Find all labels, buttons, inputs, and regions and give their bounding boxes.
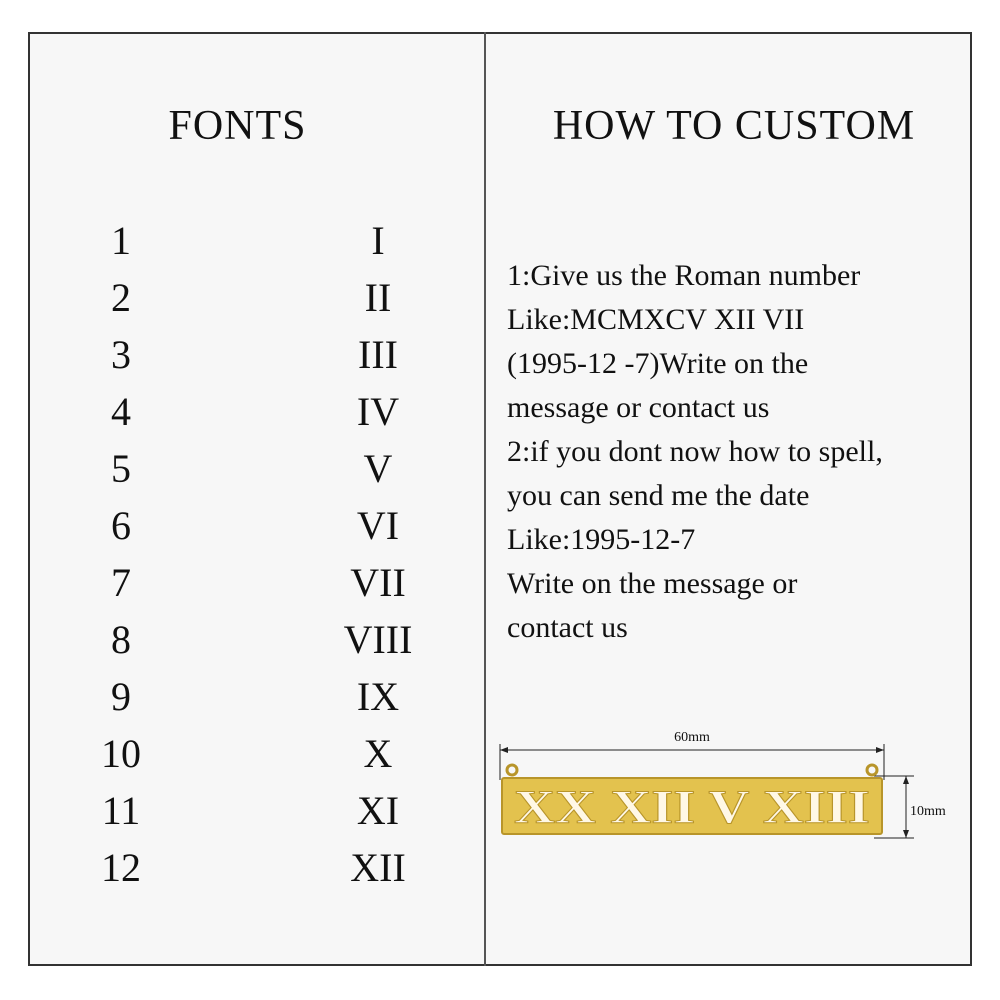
roman-numeral: VIII xyxy=(343,617,413,662)
roman-numeral: VI xyxy=(356,503,400,548)
arabic-number: 1 xyxy=(111,218,131,263)
how-to-custom-heading: HOW TO CUSTOM xyxy=(552,103,916,149)
pendant-size-diagram xyxy=(490,718,972,848)
instruction-line: you can send me the date xyxy=(507,479,810,512)
roman-numeral: I xyxy=(371,218,385,263)
pendant-diagram-svg xyxy=(490,718,972,848)
instruction-line: 2:if you dont now how to spell, xyxy=(507,435,883,468)
instruction-line: message or contact us xyxy=(507,391,770,424)
roman-numeral: III xyxy=(358,332,398,377)
arabic-number: 6 xyxy=(111,503,131,548)
fonts-heading: FONTS xyxy=(168,103,307,149)
instruction-line: contact us xyxy=(507,611,628,644)
roman-numeral: IX xyxy=(356,674,400,719)
height-arrow-top xyxy=(903,776,909,784)
roman-numeral: XI xyxy=(356,788,400,833)
roman-numeral: VII xyxy=(350,560,406,605)
width-label: 60mm xyxy=(674,730,710,745)
instruction-line: (1995-12 -7)Write on the xyxy=(507,347,809,380)
arabic-number: 9 xyxy=(111,674,131,719)
roman-numeral: X xyxy=(363,731,393,776)
arabic-number: 5 xyxy=(111,446,131,491)
roman-numeral: V xyxy=(363,446,393,491)
custom-instructions xyxy=(507,254,972,650)
roman-numerals-column xyxy=(300,212,456,896)
width-arrow-right xyxy=(876,747,884,753)
instruction-line: Like:1995-12-7 xyxy=(507,523,696,556)
arabic-numbers-column xyxy=(78,212,164,896)
height-arrow-bottom xyxy=(903,830,909,838)
arabic-number: 8 xyxy=(111,617,131,662)
roman-numeral: XII xyxy=(350,845,406,890)
arabic-number: 7 xyxy=(111,560,131,605)
pendant-cutout-text: XX XII V XIII xyxy=(514,781,870,834)
arabic-number: 10 xyxy=(101,731,141,776)
instruction-line: Write on the message or xyxy=(507,567,798,600)
arabic-number: 11 xyxy=(101,788,141,833)
instruction-line: 1:Give us the Roman number xyxy=(507,259,861,292)
roman-numeral: II xyxy=(364,275,392,320)
arabic-number: 2 xyxy=(111,275,131,320)
roman-numeral: IV xyxy=(356,389,400,434)
arabic-number: 12 xyxy=(101,845,141,890)
column-divider xyxy=(484,32,486,966)
height-label: 10mm xyxy=(910,804,946,819)
pendant-left-loop xyxy=(507,765,517,775)
arabic-number: 3 xyxy=(111,332,131,377)
width-arrow-left xyxy=(500,747,508,753)
pendant-right-loop xyxy=(867,765,877,775)
arabic-number: 4 xyxy=(111,389,131,434)
instruction-line: Like:MCMXCV XII VII xyxy=(507,303,805,336)
